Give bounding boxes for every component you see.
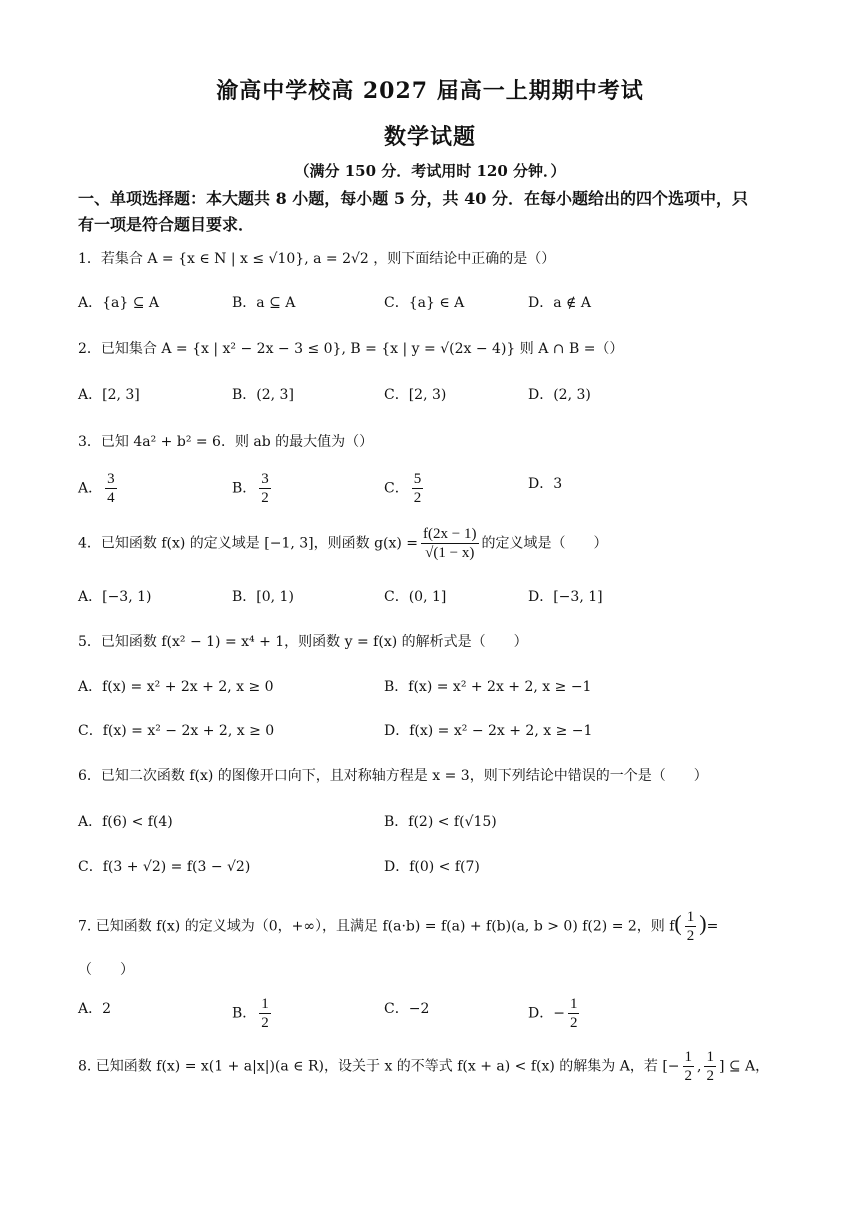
q7-option-b (232, 995, 274, 1032)
question-4-stem (78, 525, 798, 562)
fraction-denominator: 4 (107, 490, 115, 506)
fraction-denominator: 2 (569, 1015, 578, 1031)
question-2-stem: 2．已知集合 A = {x | x² − 2x − 3 ≤ 0}, B = {x | y = √(2x − 4)} 则 A ∩ B =（） (78, 341, 624, 357)
q6-option-a: A．f(6) < f(4) (78, 814, 173, 830)
q7-option-d-label: D．− (528, 1005, 565, 1022)
q1-option-c: C．{a} ∈ A (384, 295, 465, 311)
q1-option-a: A．{a} ⊆ A (78, 295, 160, 311)
q2-option-c: C．[2, 3) (384, 387, 447, 403)
q7-stem-pre: 7. 已知函数 f(x) 的定义域为（0，+∞），且满足 f(a·b) = f(a) + f(b)(a, b > 0) f(2) = 2，则 f (78, 918, 675, 935)
q6-option-c: C．f(3 + √2) = f(3 − √2) (78, 859, 251, 875)
q3-option-b-label: B． (232, 480, 257, 497)
q8-comma: , (697, 1058, 702, 1075)
q3-option-a-fraction (105, 470, 117, 507)
q2-option-b: B．(2, 3] (232, 387, 294, 403)
exam-title: 渝高中学校高 2027 届高一上期期中考试 (216, 78, 644, 104)
q4-stem-post: 的定义域是（ ） (481, 535, 608, 552)
q4-option-d: D．[−3, 1] (528, 589, 603, 605)
fraction-numerator: 1 (261, 996, 269, 1012)
q7-fraction (685, 908, 697, 945)
q5-option-c: C．f(x) = x² − 2x + 2, x ≥ 0 (78, 723, 275, 739)
q7-option-b-fraction (259, 995, 271, 1032)
q6-option-b: B．f(2) < f(√15) (384, 814, 497, 830)
fraction-numerator: 5 (413, 471, 422, 487)
fraction-numerator: 3 (107, 471, 115, 487)
exam-note: （满分 150 分．考试用时 120 分钟．） (294, 162, 566, 180)
fraction-numerator: 3 (261, 471, 269, 487)
q3-option-a (78, 470, 120, 507)
q8-stem-post: ] ⊆ A， (718, 1058, 770, 1075)
question-8-stem (78, 1048, 798, 1085)
q4-option-a: A．[−3, 1) (78, 589, 152, 605)
question-6-stem: 6．已知二次函数 f(x) 的图像开口向下，且对称轴方程是 x = 3，则下列结论中错误的一个是（ ） (78, 768, 708, 784)
q7-stem-post: = (706, 918, 719, 935)
q2-option-a: A．[2, 3] (78, 387, 140, 403)
q4-stem-pre: 4．已知函数 f(x) 的定义域是 [−1, 3]，则函数 g(x) = (78, 535, 419, 552)
fraction-denominator: 2 (686, 928, 695, 944)
q8-fraction-2 (704, 1048, 716, 1085)
q7-option-d-fraction (568, 995, 580, 1032)
section-heading-line1: 一、单项选择题：本大题共 8 小题，每小题 5 分，共 40 分．在每小题给出的四个选项中，只 (78, 189, 748, 208)
fraction-numerator: 1 (686, 909, 695, 925)
q7-paren-right: ) (699, 910, 707, 936)
q3-option-d: D．3 (528, 476, 563, 492)
q3-option-c-fraction (412, 470, 424, 507)
q4-option-c: C．(0, 1] (384, 589, 447, 605)
q7-paren-left: ( (674, 910, 682, 936)
fraction-denominator: √(1 − x) (425, 545, 475, 561)
question-7-stem-line2: （ ） (78, 962, 134, 978)
fraction-denominator: 2 (261, 490, 269, 506)
question-7-stem (78, 908, 798, 945)
q3-option-c-label: C． (384, 480, 409, 497)
subject-title: 数学试题 (383, 124, 476, 150)
q3-option-b-fraction (259, 470, 271, 507)
q5-option-d: D．f(x) = x² − 2x + 2, x ≥ −1 (384, 723, 593, 739)
q7-option-b-label: B． (232, 1005, 257, 1022)
q4-option-b: B．[0, 1) (232, 589, 294, 605)
q7-option-a: A．2 (78, 1001, 112, 1017)
q8-fraction-1 (683, 1048, 695, 1085)
q3-option-c (384, 470, 426, 507)
q4-fraction (421, 525, 478, 562)
question-1-stem: 1．若集合 A = {x ∈ N | x ≤ √10}, a = 2√2 ，则下面结论中正确的是（） (78, 251, 556, 267)
q7-option-d (528, 995, 582, 1032)
q3-option-a-label: A． (78, 480, 103, 497)
q6-option-d: D．f(0) < f(7) (384, 859, 480, 875)
q2-option-d: D．(2, 3) (528, 387, 591, 403)
fraction-denominator: 2 (261, 1015, 269, 1031)
fraction-denominator: 2 (684, 1068, 693, 1084)
fraction-denominator: 2 (413, 490, 422, 506)
q1-option-b: B．a ⊆ A (232, 295, 296, 311)
question-5-stem: 5．已知函数 f(x² − 1) = x⁴ + 1，则函数 y = f(x) 的解析式是（ ） (78, 634, 528, 650)
fraction-numerator: 1 (684, 1049, 693, 1065)
q3-option-b (232, 470, 274, 507)
q7-option-c: C．−2 (384, 1001, 430, 1017)
fraction-numerator: 1 (706, 1049, 714, 1065)
fraction-numerator: f(2x − 1) (423, 526, 477, 542)
q1-option-d: D．a ∉ A (528, 295, 591, 311)
q5-option-b: B．f(x) = x² + 2x + 2, x ≥ −1 (384, 679, 592, 695)
fraction-denominator: 2 (706, 1068, 714, 1084)
section-heading-line2: 有一项是符合题目要求． (78, 215, 255, 234)
question-3-stem: 3．已知 4a² + b² = 6．则 ab 的最大值为（） (78, 434, 374, 450)
fraction-numerator: 1 (569, 996, 578, 1012)
q8-stem-pre: 8. 已知函数 f(x) = x(1 + a|x|)(a ∈ R)，设关于 x 的不等式 f(x + a) < f(x) 的解集为 A，若 [− (78, 1058, 680, 1075)
q5-option-a: A．f(x) = x² + 2x + 2, x ≥ 0 (78, 679, 274, 695)
